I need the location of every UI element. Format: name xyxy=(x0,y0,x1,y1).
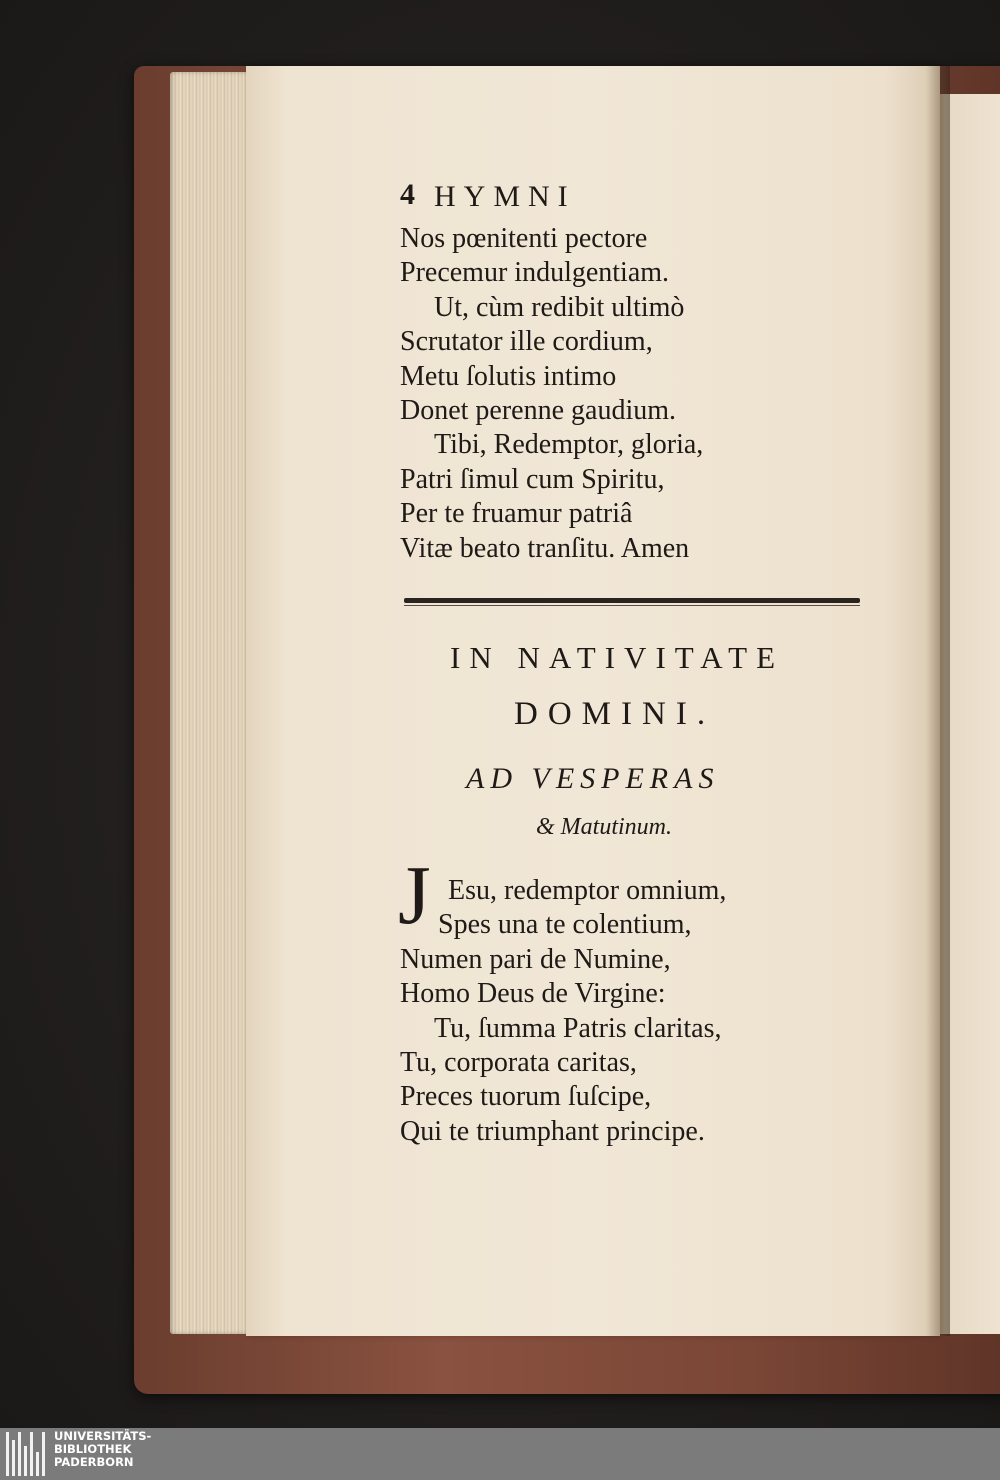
verse-line: Tibi, Redemptor, gloria, xyxy=(434,429,704,461)
section-divider xyxy=(404,598,860,603)
verse-line: Precemur indulgentiam. xyxy=(400,257,670,289)
library-logo-text xyxy=(54,1430,151,1469)
verse-line: Nos pœnitenti pectore xyxy=(400,223,648,254)
running-title: HYMNI xyxy=(434,180,576,213)
hymn-end-stanzas xyxy=(400,222,703,566)
verse-line: Vitæ beato tranſitu. Amen xyxy=(400,532,690,564)
page-edges xyxy=(170,72,256,1334)
verse-line: Per te fruamur patriâ xyxy=(400,498,633,530)
page-number: 4 xyxy=(400,178,415,211)
verse-line: Patri ſimul cum Spiritu, xyxy=(400,463,665,495)
section-subtitle: AD VESPERAS xyxy=(466,762,720,795)
verse-line: Donet perenne gaudium. xyxy=(400,395,677,427)
logo-line: BIBLIOTHEK xyxy=(54,1442,132,1456)
section-subtitle-2: & Matutinum. xyxy=(536,814,672,840)
verse-line: Metu ſolutis intimo xyxy=(400,360,617,392)
verse-line: Tu, corporata caritas, xyxy=(400,1047,637,1079)
verse-line: Spes una te colentium, xyxy=(438,909,692,941)
gutter-shadow xyxy=(926,66,950,1336)
hymn-new-stanzas xyxy=(400,874,726,1149)
verse-line: Ut, cùm redibit ultimò xyxy=(434,291,685,323)
verse-line: Scrutator ille cordium, xyxy=(400,326,653,358)
library-logo-icon xyxy=(6,1432,46,1476)
drop-cap: J xyxy=(398,849,431,942)
verse-line: Qui te triumphant principe. xyxy=(400,1115,705,1147)
logo-line: PADERBORN xyxy=(54,1455,134,1469)
section-title-line1: IN NATIVITATE xyxy=(450,640,785,675)
verse-line: Preces tuorum ſuſcipe, xyxy=(400,1081,652,1113)
verse-line: Esu, redemptor omnium, xyxy=(448,875,727,906)
verse-line: Tu, ſumma Patris claritas, xyxy=(434,1012,722,1044)
verse-line: Numen pari de Numine, xyxy=(400,943,671,975)
section-title-line2: DOMINI. xyxy=(514,696,716,732)
logo-line: UNIVERSITÄTS- xyxy=(54,1429,152,1443)
verse-line: Homo Deus de Virgine: xyxy=(400,978,666,1010)
